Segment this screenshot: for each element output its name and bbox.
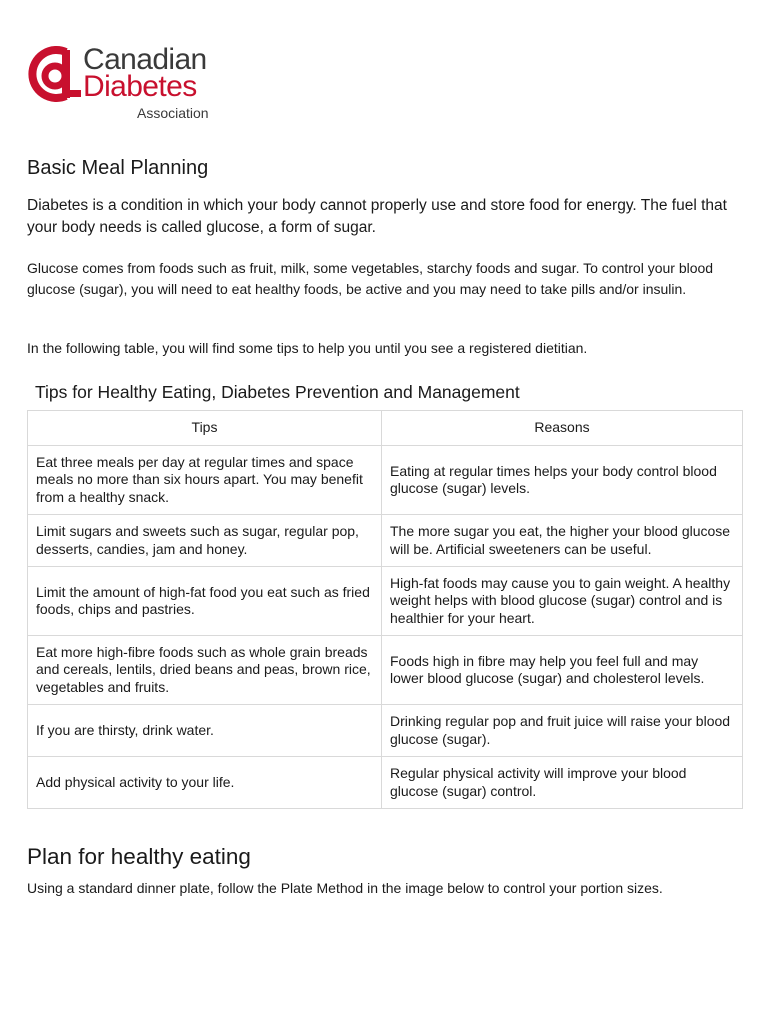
plan-section-title: Plan for healthy eating bbox=[27, 844, 251, 869]
intro-paragraph-2: Glucose comes from foods such as fruit, milk, some vegetables, starchy foods and sugar. To control your blood glucose (sugar), you will need to eat healthy foods, be active and you may need to take pills and/or insulin. bbox=[27, 260, 714, 297]
table-row bbox=[28, 636, 743, 705]
table-row bbox=[28, 757, 743, 809]
intro-paragraph-3: In the following table, you will find some tips to help you until you see a registered dietitian. bbox=[27, 340, 588, 356]
table-row bbox=[28, 446, 743, 515]
tip-cell: Add physical activity to your life. bbox=[28, 757, 382, 809]
cda-logo-icon bbox=[26, 46, 82, 102]
header-tips: Tips bbox=[28, 411, 382, 446]
intro-paragraph-1: Diabetes is a condition in which your body cannot properly use and store food for energy. The fuel that your body needs is called glucose, a form of sugar. bbox=[27, 197, 727, 236]
reason-cell: Eating at regular times helps your body control blood glucose (sugar) levels. bbox=[382, 446, 743, 515]
reason-cell: High-fat foods may cause you to gain weight. A healthy weight helps with blood glucose (sugar) control and is healthier for your heart. bbox=[382, 567, 743, 636]
reason-cell: Regular physical activity will improve your blood glucose (sugar) control. bbox=[382, 757, 743, 809]
table-title: Tips for Healthy Eating, Diabetes Prevention and Management bbox=[35, 382, 520, 402]
canadian-diabetes-logo bbox=[26, 44, 236, 124]
table-row bbox=[28, 705, 743, 757]
tip-cell: Limit sugars and sweets such as sugar, regular pop, desserts, candies, jam and honey. bbox=[28, 515, 382, 567]
tip-cell: Eat three meals per day at regular times and space meals no more than six hours apart. You may benefit from a healthy snack. bbox=[28, 446, 382, 515]
reason-cell: Foods high in fibre may help you feel full and may lower blood glucose (sugar) and cholesterol levels. bbox=[382, 636, 743, 705]
table-header-row bbox=[28, 411, 743, 446]
tip-cell: If you are thirsty, drink water. bbox=[28, 705, 382, 757]
logo-text-diabetes: Diabetes bbox=[83, 70, 197, 103]
header-reasons: Reasons bbox=[382, 411, 743, 446]
reason-cell: Drinking regular pop and fruit juice will raise your blood glucose (sugar). bbox=[382, 705, 743, 757]
plan-paragraph: Using a standard dinner plate, follow the Plate Method in the image below to control your portion sizes. bbox=[27, 880, 663, 896]
table-row bbox=[28, 567, 743, 636]
reason-cell: The more sugar you eat, the higher your blood glucose will be. Artificial sweeteners can be useful. bbox=[382, 515, 743, 567]
logo-text-canadian: Canadian bbox=[83, 43, 207, 76]
tips-table bbox=[27, 410, 743, 809]
page-title: Basic Meal Planning bbox=[27, 157, 209, 179]
logo-text-association: Association bbox=[137, 105, 209, 121]
tip-cell: Eat more high-fibre foods such as whole grain breads and cereals, lentils, dried beans and peas, brown rice, vegetables and fruits. bbox=[28, 636, 382, 705]
tip-cell: Limit the amount of high-fat food you eat such as fried foods, chips and pastries. bbox=[28, 567, 382, 636]
table-row bbox=[28, 515, 743, 567]
